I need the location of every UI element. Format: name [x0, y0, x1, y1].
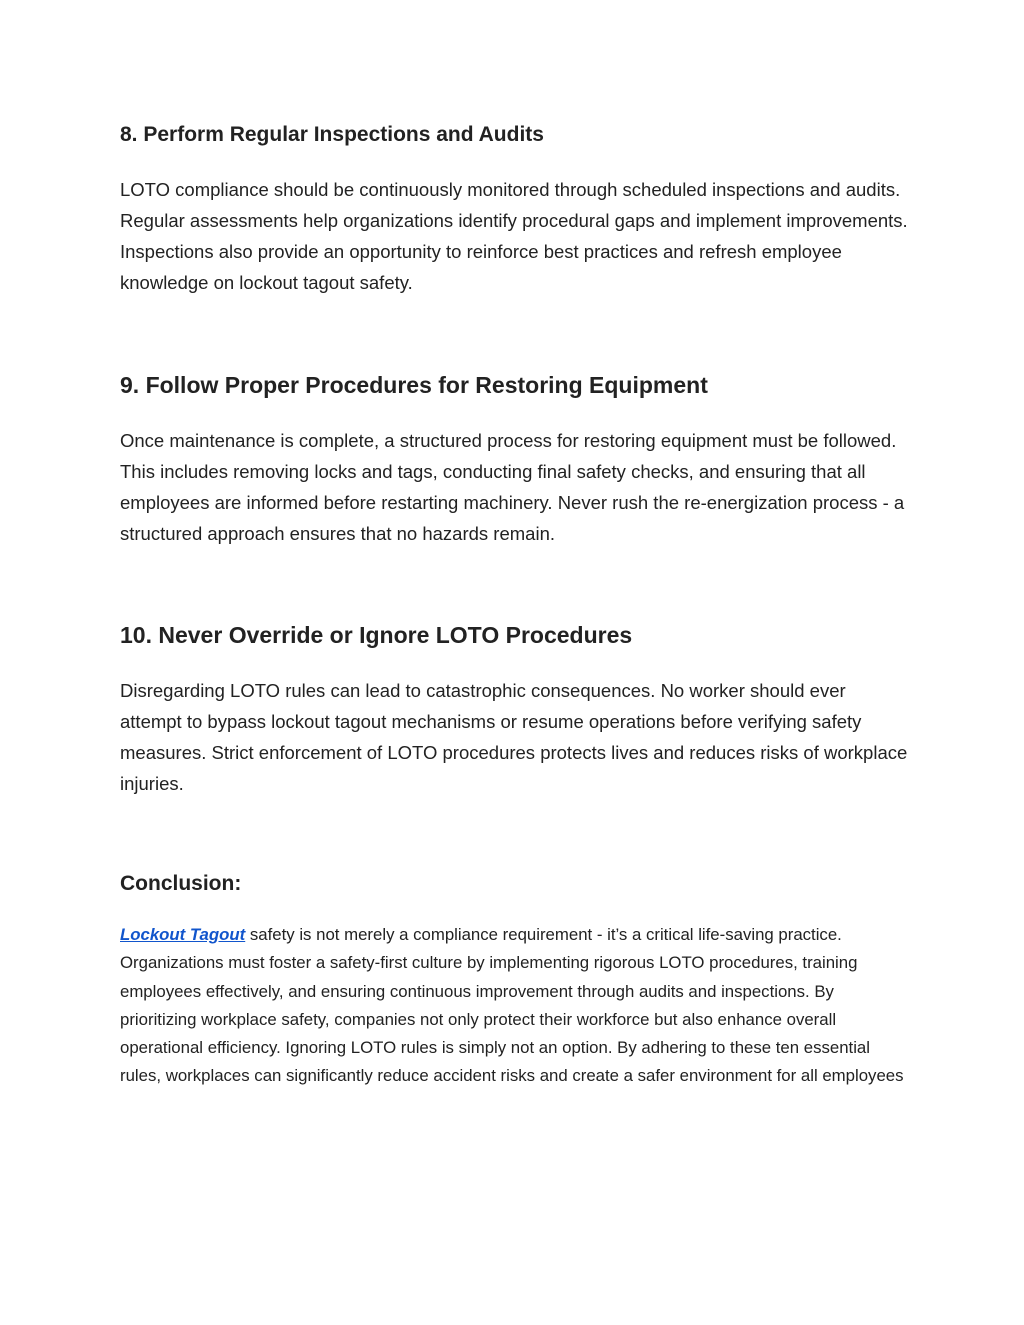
section-10-heading: 10. Never Override or Ignore LOTO Procedures — [120, 622, 633, 648]
section-8-body: LOTO compliance should be continuously monitored through scheduled inspections and audits. Regular assessments help organizations identify procedural gaps and implement improvements. Inspections also provide an opportunity to reinforce best practices and refresh employee knowledge on lockout tagout safety. — [120, 179, 908, 293]
lockout-tagout-link[interactable]: Lockout Tagout — [120, 925, 246, 944]
conclusion-heading: Conclusion: — [120, 872, 242, 895]
section-8-heading: 8. Perform Regular Inspections and Audits — [120, 123, 544, 146]
section-9-heading: 9. Follow Proper Procedures for Restoring Equipment — [120, 372, 708, 398]
conclusion-body — [120, 921, 910, 1091]
section-9-body: Once maintenance is complete, a structured process for restoring equipment must be followed. This includes removing locks and tags, conducting final safety checks, and ensuring that all employees are informed before restarting machinery. Never rush the re-energization process - a structured approach ensures that no hazards remain. — [120, 430, 905, 544]
conclusion-text: safety is not merely a compliance requirement - it’s a critical life-saving practice. Organizations must foster a safety-first culture by implementing rigorous LOTO procedures, training employees effectively, and ensuring continuous improvement through audits and inspections. By prioritizing workplace safety, companies not only protect their workforce but also enhance overall operational efficiency. Ignoring LOTO rules is simply not an option. By adhering to these ten essential rules, workplaces can significantly reduce accident risks and create a safer environment for all employees — [120, 925, 904, 1086]
section-10-body: Disregarding LOTO rules can lead to catastrophic consequences. No worker should ever attempt to bypass lockout tagout mechanisms or resume operations before verifying safety measures. Strict enforcement of LOTO procedures protects lives and reduces risks of workplace injuries. — [120, 680, 908, 794]
